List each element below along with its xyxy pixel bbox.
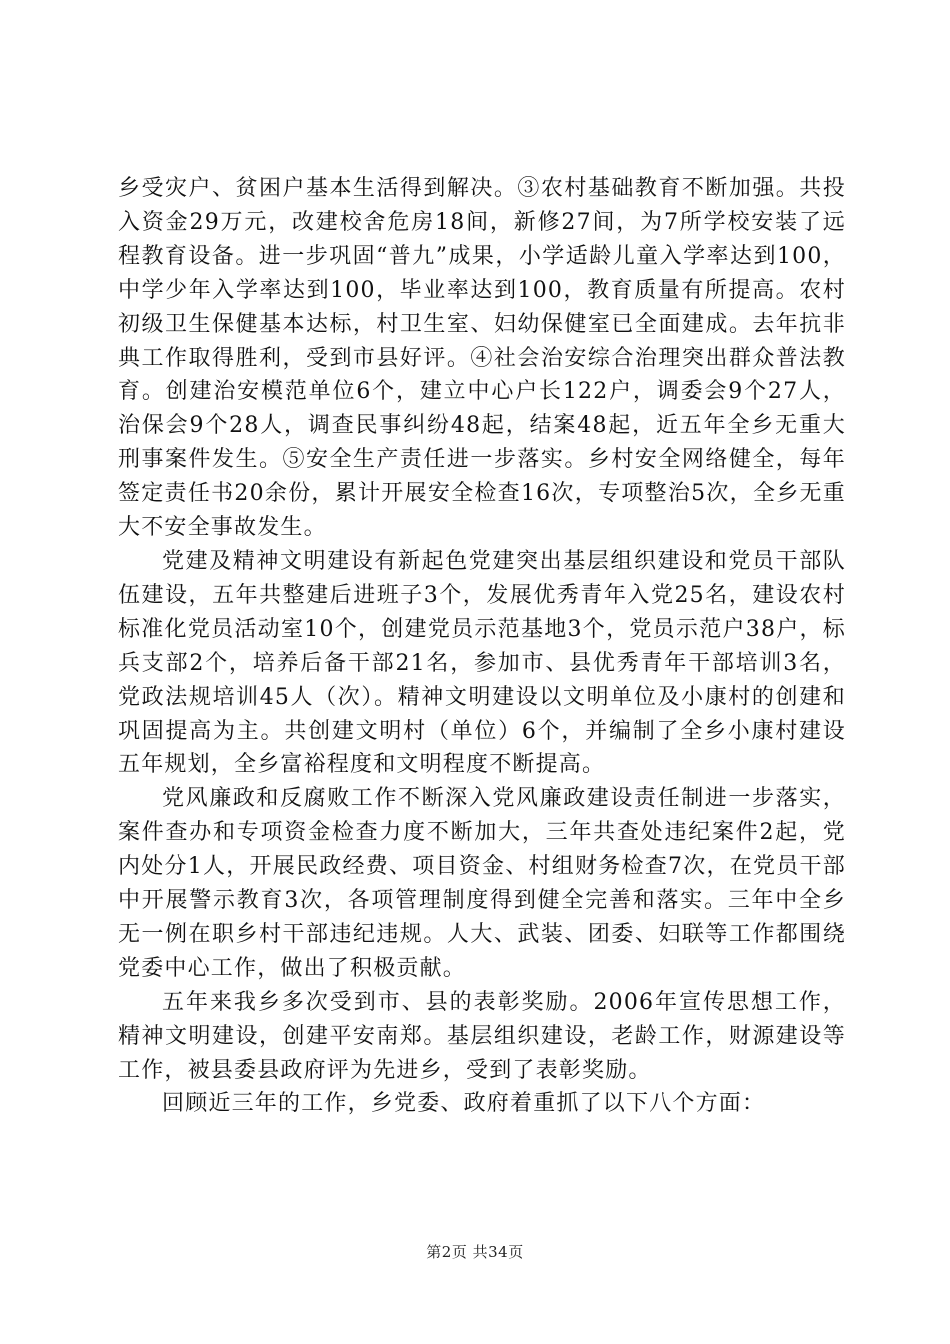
paragraph-4: 五年来我乡多次受到市、县的表彰奖励。2006年宣传思想工作，精神文明建设，创建平安南郑。基层组织建设，老龄工作，财源建设等工作，被县委县政府评为先进乡，受到了表彰奖励。 bbox=[118, 989, 846, 1083]
paragraph-1: 乡受灾户、贫困户基本生活得到解决。③农村基础教育不断加强。共投入资金29万元，改建校舍危房18间，新修27间，为7所学校安装了远程教育设备。进一步巩固“普九”成果，小学适龄儿童入学率达到100，中学少年入学率达到100，毕业率达到100，教育质量有所提高。农村初级卫生保健基本达标，村卫生室、妇幼保健室已全面建成。去年抗非典工作取得胜利，受到市县好评。④社会治安综合治理突出群众普法教育。创建治安模范单位6个，建立中心户长122户，调委会9个27人，治保会9个28人，调查民事纠纷48起，结案48起，近五年全乡无重大刑事案件发生。⑤安全生产责任进一步落实。乡村安全网络健全，每年签定责任书20余份，累计开展安全检查16次，专项整治5次，全乡无重大不安全事故发生。 bbox=[118, 176, 846, 541]
document-body bbox=[118, 172, 846, 1121]
paragraph-3: 党风廉政和反腐败工作不断深入党风廉政建设责任制进一步落实，案件查办和专项资金检查力度不断加大，三年共查处违纪案件2起，党内处分1人，开展民政经费、项目资金、村组财务检查7次，在党员干部中开展警示教育3次，各项管理制度得到健全完善和落实。三年中全乡无一例在职乡村干部违纪违规。人大、武装、团委、妇联等工作都围绕党委中心工作，做出了积极贡献。 bbox=[118, 786, 846, 981]
page-footer: 第2页 共34页 bbox=[426, 1243, 524, 1261]
paragraph-5: 回顾近三年的工作，乡党委、政府着重抓了以下八个方面： bbox=[162, 1091, 766, 1117]
paragraph-2: 党建及精神文明建设有新起色党建突出基层组织建设和党员干部队伍建设，五年共整建后进班子3个，发展优秀青年入党25名，建设农村标准化党员活动室10个，创建党员示范基地3个，党员示范户38户，标兵支部2个，培养后备干部21名，参加市、县优秀青年干部培训3名，党政法规培训45人（次）。精神文明建设以文明单位及小康村的创建和巩固提高为主。共创建文明村（单位）6个，并编制了全乡小康村建设五年规划，全乡富裕程度和文明程度不断提高。 bbox=[118, 548, 846, 778]
